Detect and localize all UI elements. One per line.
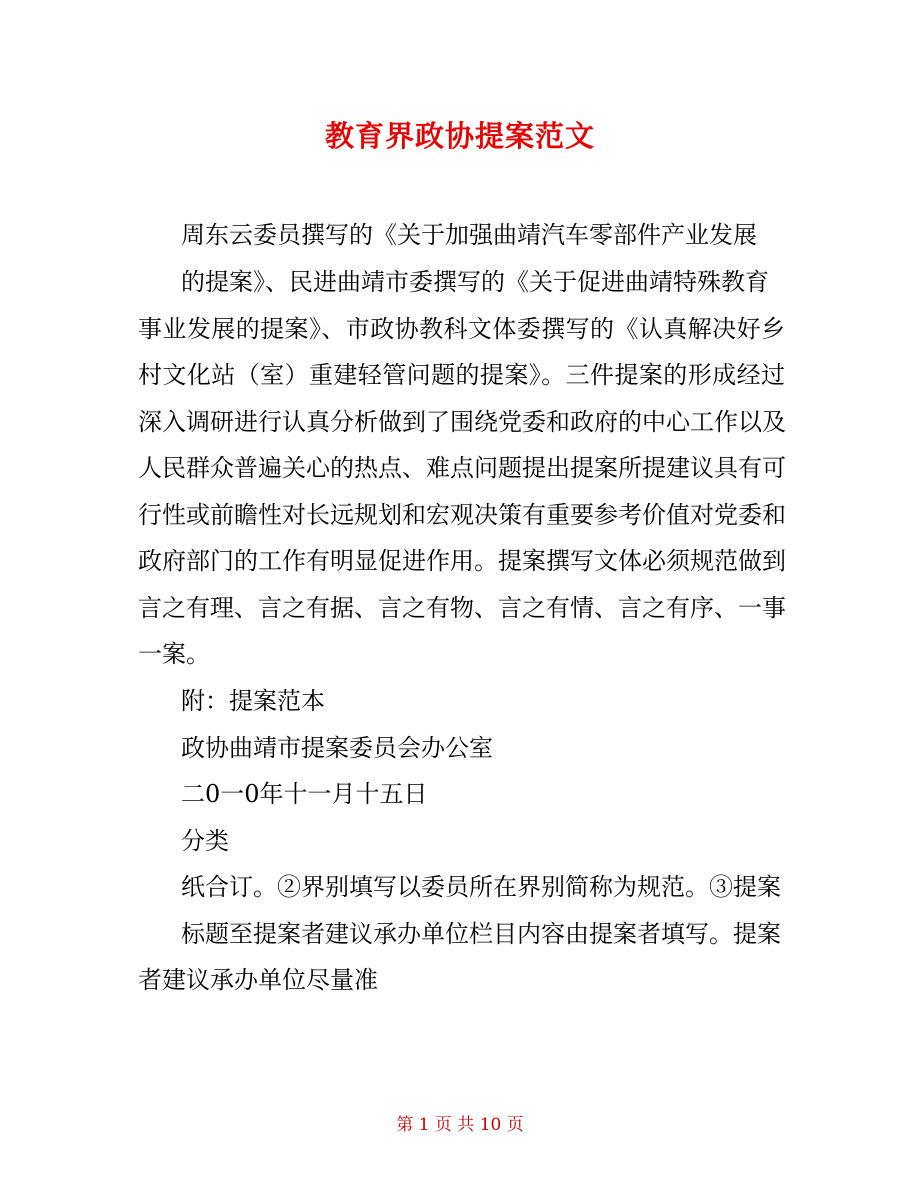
body-line-5: 深入调研进行认真分析做到了围绕党委和政府的中心工作以及 [138, 408, 786, 436]
body-line-6: 人民群众普遍关心的热点、难点问题提出提案所提建议具有可 [138, 454, 786, 482]
body-line-7: 行性或前瞻性对长远规划和宏观决策有重要参考价值对党委和 [138, 501, 786, 529]
body-line-3: 事业发展的提案》、市政协教科文体委撰写的《认真解决好乡 [138, 315, 785, 343]
body-line-16: 标题至提案者建议承办单位栏目内容由提案者填写。提案 [181, 920, 781, 948]
body-line-10: 一案。 [138, 640, 210, 668]
office-name: 政协曲靖市提案委员会办公室 [181, 734, 493, 762]
document-title: 教育界政协提案范文 [324, 119, 595, 153]
document-date: 二0一0年十一月十五日 [181, 780, 428, 808]
body-line-9: 言之有理、言之有据、言之有物、言之有情、言之有序、一事 [138, 594, 786, 622]
appendix-label: 附：提案范本 [181, 687, 325, 715]
body-line-17: 者建议承办单位尽量准 [138, 966, 378, 994]
body-line-4: 村文化站（室）重建轻管问题的提案》。三件提案的形成经过 [138, 361, 785, 389]
body-line-8: 政府部门的工作有明显促进作用。提案撰写文体必须规范做到 [138, 547, 786, 575]
body-line-1: 周东云委员撰写的《关于加强曲靖汽车零部件产业发展 [181, 221, 757, 249]
body-line-2: 的提案》、民进曲靖市委撰写的《关于促进曲靖特殊教育 [181, 268, 769, 296]
section-heading-category: 分类 [181, 827, 229, 855]
body-line-15: 纸合订。②界别填写以委员所在界别简称为规范。③提案 [181, 873, 781, 901]
page-number: 第 1 页 共 10 页 [396, 1115, 524, 1135]
